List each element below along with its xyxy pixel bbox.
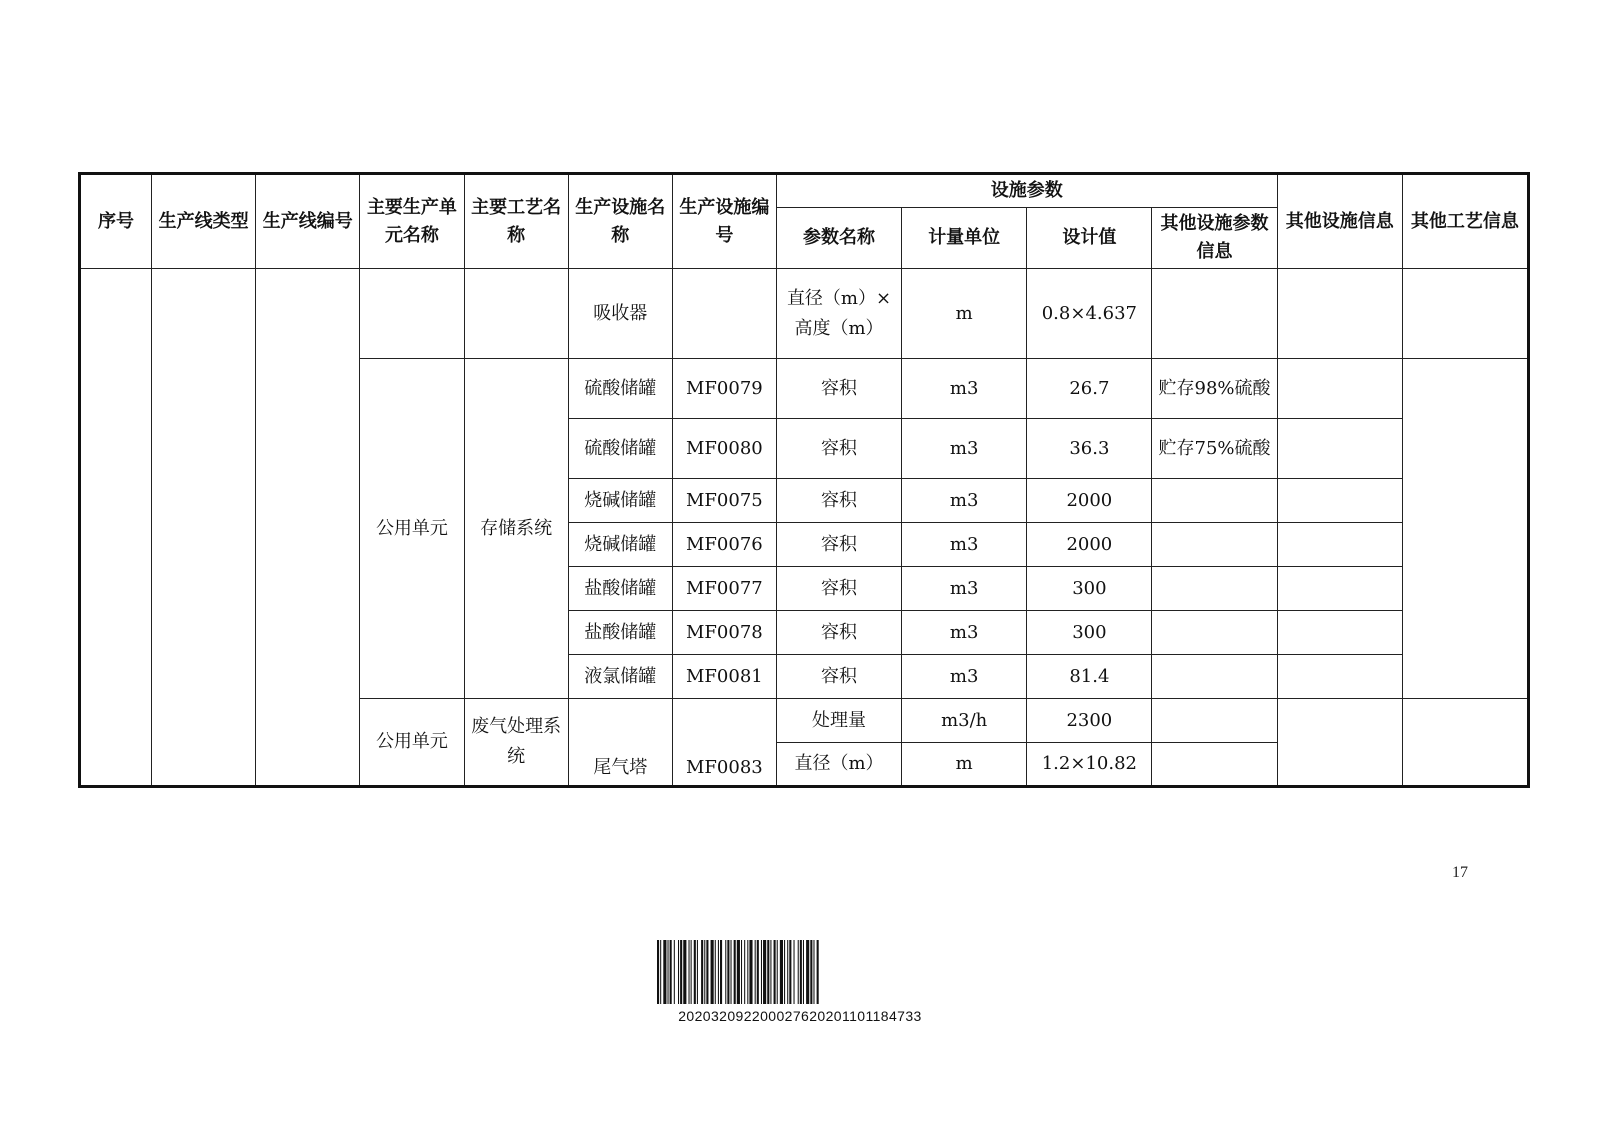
barcode-bar [674, 940, 675, 1004]
barcode [657, 940, 943, 1004]
cell-other-facility [1277, 479, 1402, 523]
cell-unit: m3/h [902, 699, 1027, 743]
table-row [80, 269, 1529, 359]
cell-facility-code: MF0083 [672, 699, 776, 787]
header-main-unit: 主要生产单元名称 [360, 174, 464, 269]
cell-unit: m3 [902, 611, 1027, 655]
cell-param-name: 处理量 [776, 699, 901, 743]
barcode-bar [706, 940, 708, 1004]
cell-other-facility [1277, 655, 1402, 699]
barcode-bar [691, 940, 692, 1004]
cell-facility-code: MF0078 [672, 611, 776, 655]
barcode-bar [767, 940, 769, 1004]
cell-param-name: 直径（m） [776, 743, 901, 787]
cell-facility-code: MF0081 [672, 655, 776, 699]
header-facility-name: 生产设施名称 [568, 174, 672, 269]
cell-param-name: 直径（m）×高度（m） [776, 269, 901, 359]
cell-param-name: 容积 [776, 523, 901, 567]
header-unit: 计量单位 [902, 208, 1027, 269]
cell-facility-code: MF0080 [672, 419, 776, 479]
barcode-bar [789, 940, 791, 1004]
cell-design-value: 300 [1027, 567, 1152, 611]
barcode-bar [727, 940, 729, 1004]
cell-facility-code: MF0076 [672, 523, 776, 567]
cell-design-value: 81.4 [1027, 655, 1152, 699]
barcode-bar [755, 940, 756, 1004]
page-number: 17 [1452, 864, 1468, 881]
cell-unit: m [902, 269, 1027, 359]
cell-facility-code: MF0079 [672, 359, 776, 419]
barcode-bar [763, 940, 766, 1004]
cell-other-params [1152, 743, 1277, 787]
barcode-bar [701, 940, 703, 1004]
cell-other-params [1152, 611, 1277, 655]
barcode-bar [657, 940, 659, 1004]
barcode-bar [810, 940, 812, 1004]
barcode-bar [720, 940, 722, 1004]
facility-table [78, 172, 1530, 788]
cell-design-value: 2000 [1027, 479, 1152, 523]
cell-param-name: 容积 [776, 611, 901, 655]
barcode-bar [780, 940, 783, 1004]
cell-facility-code: MF0075 [672, 479, 776, 523]
cell-other-params: 贮存75%硫酸 [1152, 419, 1277, 479]
cell-param-name: 容积 [776, 655, 901, 699]
cell-main-unit: 公用单元 [360, 359, 464, 699]
cell-line-type [152, 269, 256, 787]
barcode-bar [761, 940, 762, 1004]
barcode-bar [817, 940, 819, 1004]
barcode-bar [689, 940, 690, 1004]
cell-unit: m3 [902, 419, 1027, 479]
cell-facility-name: 盐酸储罐 [568, 611, 672, 655]
barcode-bar [711, 940, 714, 1004]
cell-other-params [1152, 567, 1277, 611]
facility-table-wrapper [78, 172, 1530, 788]
cell-main-process: 存储系统 [464, 359, 568, 699]
barcode-bar [744, 940, 745, 1004]
header-line-code: 生产线编号 [256, 174, 360, 269]
barcode-bar [806, 940, 809, 1004]
cell-other-process [1402, 269, 1528, 359]
cell-param-name: 容积 [776, 567, 901, 611]
cell-other-params: 贮存98%硫酸 [1152, 359, 1277, 419]
barcode-bar [800, 940, 802, 1004]
barcode-bar [663, 940, 666, 1004]
barcode-bar [787, 940, 788, 1004]
barcode-bar [680, 940, 682, 1004]
cell-unit: m3 [902, 567, 1027, 611]
cell-unit: m3 [902, 523, 1027, 567]
header-other-process: 其他工艺信息 [1402, 174, 1528, 269]
barcode-bar [715, 940, 716, 1004]
cell-other-facility [1277, 567, 1402, 611]
cell-other-facility [1277, 419, 1402, 479]
cell-unit: m [902, 743, 1027, 787]
barcode-bar [697, 940, 698, 1004]
cell-other-params [1152, 699, 1277, 743]
cell-param-name: 容积 [776, 359, 901, 419]
cell-main-unit: 公用单元 [360, 699, 464, 787]
cell-other-facility [1277, 269, 1402, 359]
cell-main-unit [360, 269, 464, 359]
cell-unit: m3 [902, 359, 1027, 419]
cell-facility-name: 吸收器 [568, 269, 672, 359]
cell-other-facility [1277, 611, 1402, 655]
cell-seq [80, 269, 152, 787]
barcode-bar [678, 940, 679, 1004]
barcode-bar [731, 940, 732, 1004]
barcode-bar [794, 940, 795, 1004]
header-design-value: 设计值 [1027, 208, 1152, 269]
barcode-bar [749, 940, 752, 1004]
cell-design-value: 1.2×10.82 [1027, 743, 1152, 787]
cell-main-process: 废气处理系统 [464, 699, 568, 787]
barcode-bar [737, 940, 740, 1004]
barcode-bar [741, 940, 742, 1004]
cell-facility-name: 液氯储罐 [568, 655, 672, 699]
barcode-bar [757, 940, 759, 1004]
cell-facility-code [672, 269, 776, 359]
header-param-name: 参数名称 [776, 208, 901, 269]
cell-main-process [464, 269, 568, 359]
cell-other-process [1402, 699, 1528, 787]
cell-other-facility [1277, 359, 1402, 419]
cell-facility-name: 尾气塔 [568, 699, 672, 787]
barcode-bar [704, 940, 705, 1004]
cell-design-value: 2300 [1027, 699, 1152, 743]
cell-other-params [1152, 523, 1277, 567]
cell-facility-name: 硫酸储罐 [568, 359, 672, 419]
cell-facility-name: 盐酸储罐 [568, 567, 672, 611]
cell-design-value: 0.8×4.637 [1027, 269, 1152, 359]
header-other-facility: 其他设施信息 [1277, 174, 1402, 269]
barcode-bar [725, 940, 726, 1004]
cell-design-value: 36.3 [1027, 419, 1152, 479]
cell-facility-code: MF0077 [672, 567, 776, 611]
barcode-bar [798, 940, 799, 1004]
barcode-bar [803, 940, 804, 1004]
cell-facility-name: 烧碱储罐 [568, 523, 672, 567]
barcode-bar [718, 940, 719, 1004]
header-main-process: 主要工艺名称 [464, 174, 568, 269]
cell-design-value: 26.7 [1027, 359, 1152, 419]
cell-line-code [256, 269, 360, 787]
barcode-bar [784, 940, 785, 1004]
barcode-text: 20203209220002762020110118473​3 [678, 1008, 922, 1024]
cell-facility-name: 硫酸储罐 [568, 419, 672, 479]
header-seq: 序号 [80, 174, 152, 269]
header-other-params: 其他设施参数信息 [1152, 208, 1277, 269]
header-line-type: 生产线类型 [152, 174, 256, 269]
cell-other-params [1152, 655, 1277, 699]
cell-other-facility [1277, 523, 1402, 567]
cell-unit: m3 [902, 479, 1027, 523]
barcode-bar [770, 940, 771, 1004]
barcode-bar [774, 940, 776, 1004]
barcode-bar [734, 940, 736, 1004]
header-params-group: 设施参数 [776, 174, 1277, 208]
barcode-bar [660, 940, 661, 1004]
cell-design-value: 2000 [1027, 523, 1152, 567]
cell-unit: m3 [902, 655, 1027, 699]
cell-other-facility [1277, 699, 1402, 787]
cell-param-name: 容积 [776, 419, 901, 479]
barcode-bar [670, 940, 672, 1004]
barcode-bar [694, 940, 696, 1004]
cell-other-params [1152, 269, 1277, 359]
barcode-bar [777, 940, 778, 1004]
cell-other-process [1402, 359, 1528, 699]
cell-other-params [1152, 479, 1277, 523]
barcode-bar [747, 940, 748, 1004]
barcode-bar [683, 940, 686, 1004]
barcode-bar [668, 940, 669, 1004]
barcode-bar [813, 940, 814, 1004]
cell-param-name: 容积 [776, 479, 901, 523]
cell-facility-name: 烧碱储罐 [568, 479, 672, 523]
header-facility-code: 生产设施编号 [672, 174, 776, 269]
cell-design-value: 300 [1027, 611, 1152, 655]
